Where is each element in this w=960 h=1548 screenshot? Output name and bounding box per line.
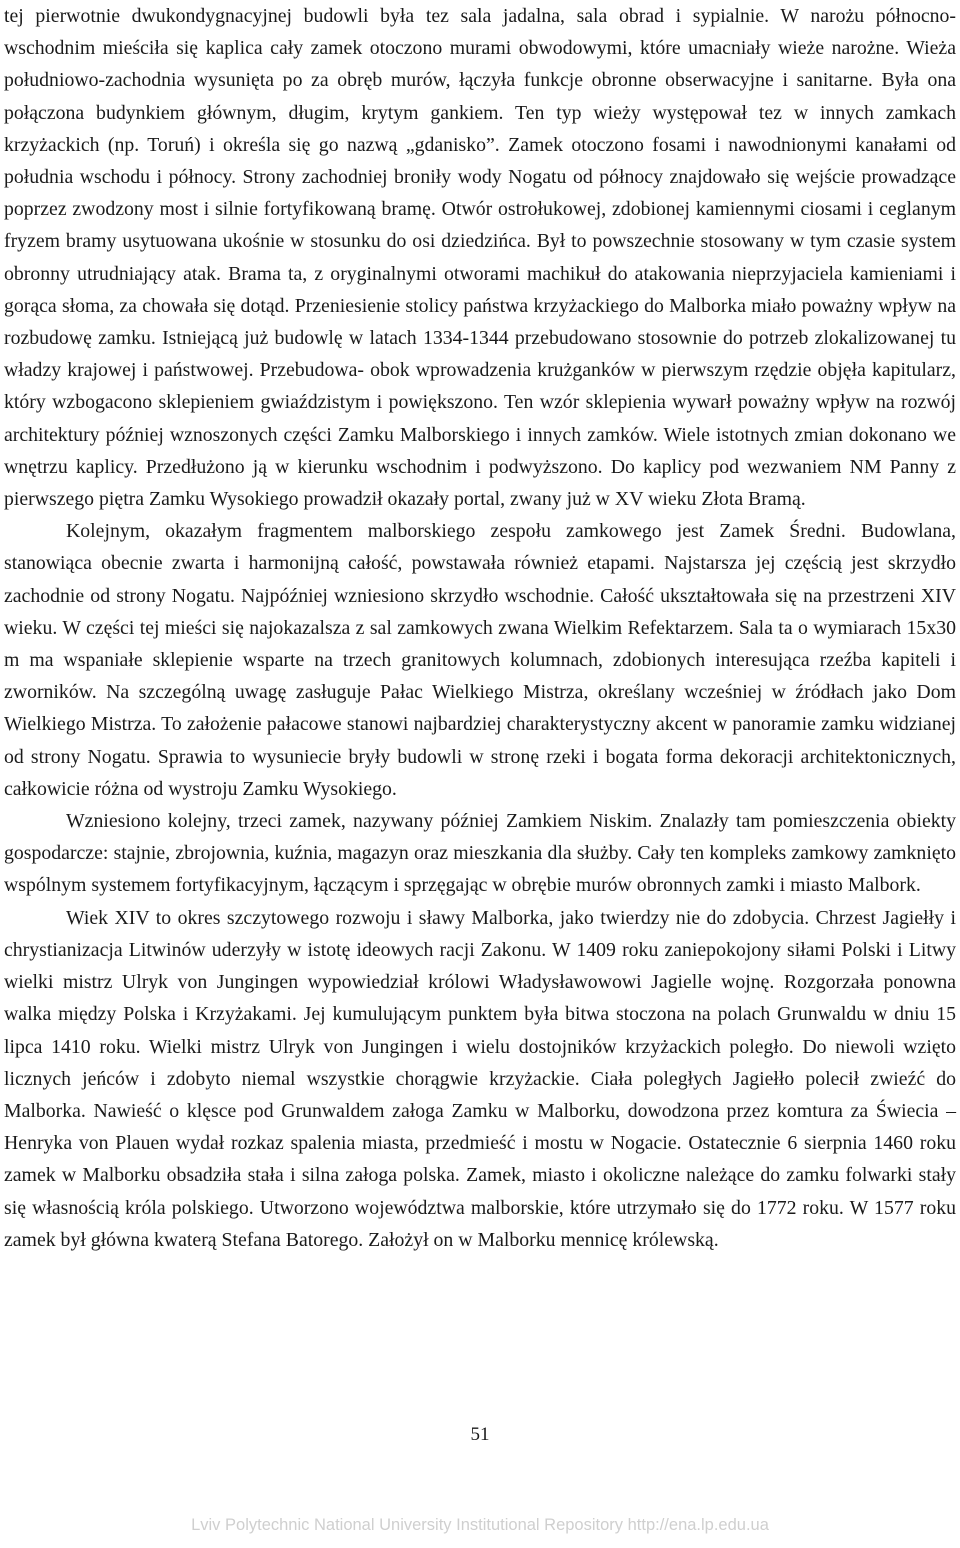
repository-footer-watermark: Lviv Polytechnic National University Institutional Repository http://ena.lp.edu.ua [191,1516,769,1534]
page-number: 51 [470,1424,490,1445]
paragraph-4: Wiek XIV to okres szczytowego rozwoju i sławy Malborka, jako twierdzy nie do zdobycia. Chrzest Jagiełły i chrystianizacja Litwinów uderzyły w istotę ideowych racji Zakonu. W 1409 roku zaniepokojony siłami Polski i Litwy wielki mistrz Ulryk von Jungingen wypowiedział królowi Władysławowowi Jagielle wojnę. Rozgorzała ponowna walka między Polska i Krzyżakami. Jej kumulującym punktem była bitwa stoczona na polach Grunwaldu w dniu 15 lipca 1410 roku. Wielki mistrz Ulryk von Jungingen i wielu dostojników krzyżackich poległo. Do niewoli wzięto licznych jeńców i zdobyto niemal wszystkie chorągwie krzyżackie. Ciała poległych Jagiełło polecił zwieźć do Malborka. Nawieść o klęsce pod Grunwaldem załoga Zamku w Malborku, dowodzona przez komtura za Świecia – Henryka von Plauen wydał rozkaz spalenia miasta, przedmieść i mostu w Nogacie. Ostatecznie 6 sierpnia 1460 roku zamek w Malborku obsadziła stała i silna załoga polska. Zamek, miasto i okoliczne należące do zamku folwarki stały się własnością króla polskiego. Utworzono województwa malborskie, które utrzymało się do 1772 roku. W 1577 roku zamek był główna kwaterą Stefana Batorego. Założył on w Malborku mennicę królewską. [4,906,956,1251]
paragraph-2: Kolejnym, okazałym fragmentem malborskiego zespołu zamkowego jest Zamek Średni. Budowlana, stanowiąca obecnie zwarta i harmonijną całość, powstawała również etapami. Najstarsza jej częścią jest skrzydło zachodnie od strony Nogatu. Najpóźniej wzniesiono skrzydło wschodnie. Całość ukształtowała się na przestrzeni XIV wieku. W części tej mieści się najokazalsza z sal zamkowych zwana Wielkim Refektarzem. Sala ta o wymiarach 15x30 m ma wspaniałe sklepienie wsparte na trzech granitowych kolumnach, zdobionych interesująca rzeźba kapiteli i zworników. Na szczególną uwagę zasługuje Pałac Wielkiego Mistrza, określany wcześniej w źródłach jako Dom Wielkiego Mistrza. To założenie pałacowe stanowi najbardziej charakterystyczny akcent w panoramie zamku widzianej od strony Nogatu. Sprawia to wysuniecie bryły budowli w stronę rzeki i bogata forma dekoracji architektonicznych, całkowicie różna od wystroju Zamku Wysokiego. [4,520,956,800]
paragraph-3: Wzniesiono kolejny, trzeci zamek, nazywany później Zamkiem Niskim. Znalazły tam pomieszczenia obiekty gospodarcze: stajnie, zbrojownia, kuźnia, magazyn oraz mieszkania dla służby. Cały ten kompleks zamkowy zamknięto wspólnym systemem fortyfikacyjnym, łączącym i sprzęgając w obrębie murów obronnych zamki i miasto Malbork. [4,810,956,897]
paragraph-1: tej pierwotnie dwukondygnacyjnej budowli była tez sala jadalna, sala obrad i sypialnie. W narożu północno- wschodnim mieściła się kaplica cały zamek otoczono murami obwodowymi, które umacniały wieże narożne. Wieża południowo-zachodnia wysunięta po za obręb murów, łączyła funkcje obronne obserwacyjne i sanitarne. Była ona połączona budynkiem głównym, długim, krytym gankiem. Ten typ wieży występował tez w innych zamkach krzyżackich (np. Toruń) i określa się go nazwą „gdanisko”. Zamek otoczono fosami i nawodnionymi kanałami od południa wschodu i północy. Strony zachodniej broniły wody Nogatu od północy znajdowało się wejście prowadzące poprzez zwodzony most i silnie fortyfikowaną bramę. Otwór ostrołukowej, zdobionej kamiennymi ciosami i ceglanym fryzem bramy usytuowana ukośnie w stosunku do osi dziedzińca. Był to powszechnie stosowany w tym czasie system obronny utrudniający atak. Brama ta, z oryginalnymi otworami machikuł do atakowania nieprzyjaciela kamieniami i gorąca słoma, za chowała się dotąd. Przeniesienie stolicy państwa krzyżackiego do Malborka miało poważny wpływ na rozbudowę zamku. Istniejącą już budowlę w latach 1334-1344 przebudowano stosownie do potrzeb zlokalizowanej tu władzy krajowej i państwowej. Przebudowa- obok wprowadzenia krużganków w pierwszym rzędzie objęła kapitularz, który wzbogacono sklepieniem gwiaździstym i powiększono. Ten wzór sklepienia wywarł poważny wpływ na rozwój architektury później wznoszonych części Zamku Malborskiego i innych zamków. Wiele istotnych zmian dokonano we wnętrzu kaplicy. Przedłużono ją w kierunku wschodnim i podwyższono. Do kaplicy pod wezwaniem NM Panny z pierwszego piętra Zamku Wysokiego prowadził okazały portal, zwany już w XV wieku Złota Bramą. [4,5,956,511]
document-body [4,0,956,1256]
